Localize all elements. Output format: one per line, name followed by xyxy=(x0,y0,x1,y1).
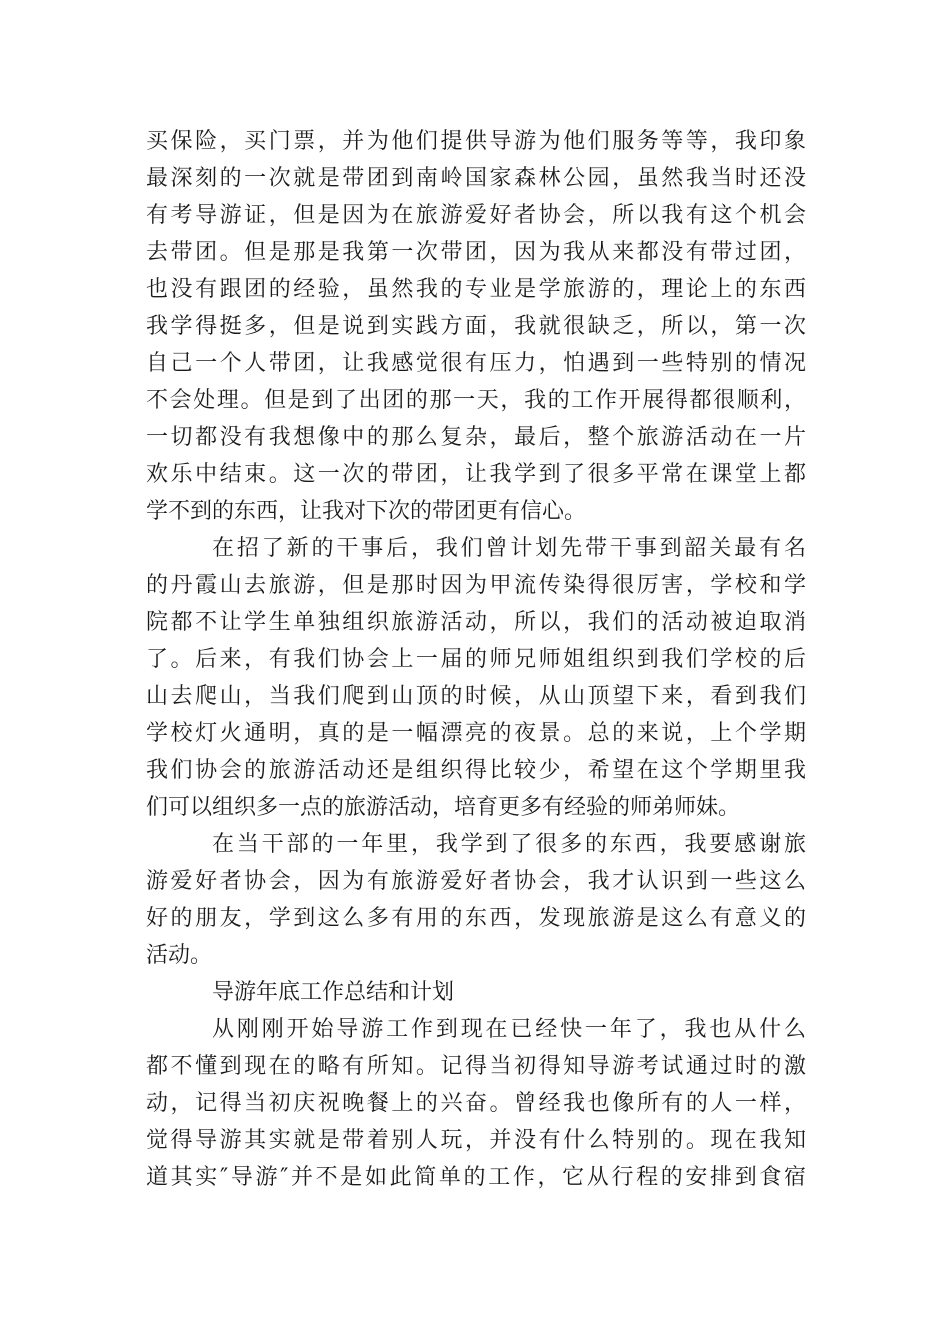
text-line: 不会处理。但是到了出团的那一天，我的工作开展得都很顺利， xyxy=(146,388,806,413)
section-title xyxy=(146,974,806,1011)
text-line: 好的朋友，学到这么多有用的东西，发现旅游是这么有意义的 xyxy=(146,906,806,931)
text-line: 觉得导游其实就是带着别人玩，并没有什么特别的。现在我知 xyxy=(146,1128,806,1153)
text-line: 一切都没有我想像中的那么复杂，最后，整个旅游活动在一片 xyxy=(146,425,806,450)
text-line: 道其实″导游″并不是如此简单的工作，它从行程的安排到食宿 xyxy=(146,1165,806,1190)
paragraph-4 xyxy=(146,1011,806,1196)
text-line: 们可以组织多一点的旅游活动，培育更多有经验的师弟师妹。 xyxy=(146,795,741,820)
text-line: 去带团。但是那是我第一次带团，因为我从来都没有带过团， xyxy=(146,240,806,265)
text-line: 在招了新的干事后，我们曾计划先带干事到韶关最有名 xyxy=(212,536,806,561)
text-line: 欢乐中结束。这一次的带团，让我学到了很多平常在课堂上都 xyxy=(146,462,806,487)
text-line: 买保险，买门票，并为他们提供导游为他们服务等等，我印象 xyxy=(146,129,806,154)
text-line: 学校灯火通明，真的是一幅漂亮的夜景。总的来说，上个学期 xyxy=(146,721,806,746)
paragraph-3 xyxy=(146,826,806,974)
paragraph-2 xyxy=(146,530,806,826)
text-line: 游爱好者协会，因为有旅游爱好者协会，我才认识到一些这么 xyxy=(146,869,806,894)
text-line: 也没有跟团的经验，虽然我的专业是学旅游的，理论上的东西 xyxy=(146,277,806,302)
text-line: 最深刻的一次就是带团到南岭国家森林公园，虽然我当时还没 xyxy=(146,166,806,191)
text-line: 院都不让学生单独组织旅游活动，所以，我们的活动被迫取消 xyxy=(146,610,806,635)
text-line: 从刚刚开始导游工作到现在已经快一年了，我也从什么 xyxy=(212,1017,806,1042)
text-line: 有考导游证，但是因为在旅游爱好者协会，所以我有这个机会 xyxy=(146,203,806,228)
text-line: 学不到的东西，让我对下次的带团更有信心。 xyxy=(146,499,587,524)
text-line: 我们协会的旅游活动还是组织得比较少，希望在这个学期里我 xyxy=(146,758,806,783)
text-line: 在当干部的一年里，我学到了很多的东西，我要感谢旅 xyxy=(212,832,806,857)
text-line: 的丹霞山去旅游，但是那时因为甲流传染得很厉害，学校和学 xyxy=(146,573,806,598)
text-line: 都不懂到现在的略有所知。记得当初得知导游考试通过时的激 xyxy=(146,1054,806,1079)
paragraph-1 xyxy=(146,123,806,530)
text-line: 活动。 xyxy=(146,943,213,968)
text-line: 了。后来，有我们协会上一届的师兄师姐组织到我们学校的后 xyxy=(146,647,806,672)
section-title-text: 导游年底工作总结和计划 xyxy=(212,980,455,1005)
text-line: 自己一个人带团，让我感觉很有压力，怕遇到一些特别的情况 xyxy=(146,351,806,376)
document-body xyxy=(146,123,806,1196)
text-line: 山去爬山，当我们爬到山顶的时候，从山顶望下来，看到我们 xyxy=(146,684,806,709)
text-line: 我学得挺多，但是说到实践方面，我就很缺乏，所以，第一次 xyxy=(146,314,806,339)
text-line: 动，记得当初庆祝晚餐上的兴奋。曾经我也像所有的人一样， xyxy=(146,1091,806,1116)
